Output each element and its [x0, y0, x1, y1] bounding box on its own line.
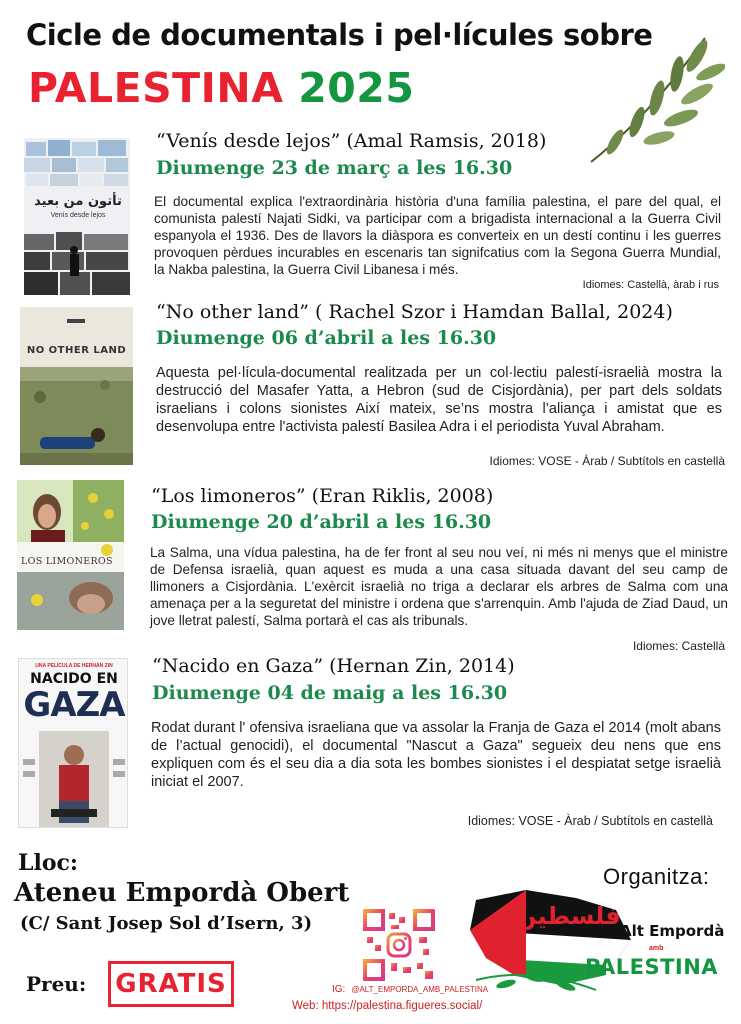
preu-label: Preu: [26, 972, 87, 996]
poster-nacido-en-gaza [18, 658, 128, 828]
olive-branch-icon [585, 30, 725, 170]
film4-description: Rodat durant l' ofensiva israeliana que va assolar la Franja de Gaza el 2014 (molt abans de l’actual genocidi), el documental "Nascut a Gaza" segueix deu nens que ens expliquen com és el seu dia a dia sota les bombes sionistes i el despiatat setge israelià iniciat el 2007. [151, 720, 721, 790]
logo-alt-emporda: Alt Empordà [620, 922, 725, 940]
film1-languages: Idiomes: Castellà, àrab i rus [582, 279, 719, 291]
poster-los-limoneros-title: LOS LIMONEROS [21, 556, 113, 567]
poster-no-other-land-title: NO OTHER LAND [26, 345, 127, 356]
film2-languages: Idiomes: VOSE - Àrab / Subtítols en castellà [489, 454, 725, 468]
film4-date: Diumenge 04 de maig a les 16.30 [152, 682, 508, 704]
film1-title: “Venís desde lejos” (Amal Ramsis, 2018) [156, 130, 547, 152]
logo-amb: amb [649, 945, 664, 952]
poster-venis-arabic-title: تأتون من بعيد [34, 194, 122, 209]
ig-handle-text: @ALT_EMPORDA_AMB_PALESTINA [351, 985, 489, 994]
poster-gaza-tagline: UNA PELÍCULA DE HERNÁN ZIN [35, 663, 113, 669]
film3-title: “Los limoneros” (Eran Riklis, 2008) [151, 485, 494, 507]
film3-date: Diumenge 20 d’abril a les 16.30 [151, 511, 492, 533]
film4-title: “Nacido en Gaza” (Hernan Zin, 2014) [152, 655, 515, 677]
alt-emporda-palestina-logo [466, 880, 696, 1000]
film2-date: Diumenge 06 d’abril a les 16.30 [156, 327, 497, 349]
ig-prefix: IG: [332, 984, 346, 995]
film3-languages: Idiomes: Castellà [632, 639, 725, 653]
lloc-address: (C/ Sant Josep Sol d’Isern, 3) [20, 913, 313, 934]
poster-los-limoneros [17, 480, 124, 630]
instagram-handle[interactable] [332, 984, 488, 995]
header-palestina: PALESTINA [28, 64, 284, 112]
poster-venis-subtitle: Venís desde lejos [50, 212, 106, 219]
film2-description: Aquesta pel·lícula-documental realitzada per un col·lectiu palestí-israelià mostra la destrucció del Masafer Yatta, a Hebron (sud de Cisjordània), per part dels soldats israelians i colons sionistes Així mateix, se’ns mostra l’aliança i amistat que es desenvolupa entre l'activista palestí Basilea Adra i el periodista Yuval Abraham. [156, 365, 722, 435]
film2-title: “No other land” ( Rachel Szor i Hamdan Ballal, 2024) [156, 301, 673, 323]
logo-arabic: فلسطين [516, 902, 621, 930]
gratis-badge: GRATIS [108, 961, 234, 1007]
film4-languages: Idiomes: VOSE - Àrab / Subtítols en castellà [467, 814, 713, 828]
web-link[interactable]: Web: https://palestina.figueres.social/ [292, 1000, 483, 1012]
lloc-label: Lloc: [18, 850, 79, 876]
organitza-label: Organitza: [603, 864, 710, 889]
film1-date: Diumenge 23 de març a les 16.30 [156, 157, 513, 179]
header-title: Cicle de documentals i pel·lícules sobre [26, 18, 653, 52]
poster-no-other-land [20, 307, 133, 465]
film1-description: El documental explica l'extraordinària història d'una família palestina, el pare del qual, el comunista palestí Najati Sidki, va participar com a brigadista internacional a la Guerra Civil espanyola el 1936. Des de llavors la diàspora es converteix en un destí continu i les guerres provoquen pèrdues incurables en escenaris tan signifcatius com la Segona Guerra Mundial, la Nakba palestina, la Guerra Civil Libanesa i més. [154, 194, 721, 277]
film3-description: La Salma, una vídua palestina, ha de fer front al seu nou veí, ni més ni menys que el ministre de Defensa israelià, quan aquest es muda a una casa situada davant del seu camp de llimoners a Cisjordània. L'exèrcit israelià no triga a declarar els arbres de Salma com una amenaça per a la seguretat del ministre i ordena que s'arrenquin. Amb l'ajuda de Ziad Daud, un jove lletrat palestí, Salma portarà el cas als tribunals. [150, 545, 728, 628]
qr-code-icon[interactable] [361, 907, 437, 983]
header-subtitle [28, 64, 414, 112]
poster-venis-desde-lejos [24, 138, 130, 295]
poster-gaza-title-big: GAZA [23, 685, 125, 725]
logo-palestina: PALESTINA [585, 955, 719, 979]
poster-gaza-title-top: NACIDO EN [30, 671, 118, 687]
header-year: 2025 [298, 64, 415, 112]
lloc-name: Ateneu Empordà Obert [14, 878, 350, 908]
